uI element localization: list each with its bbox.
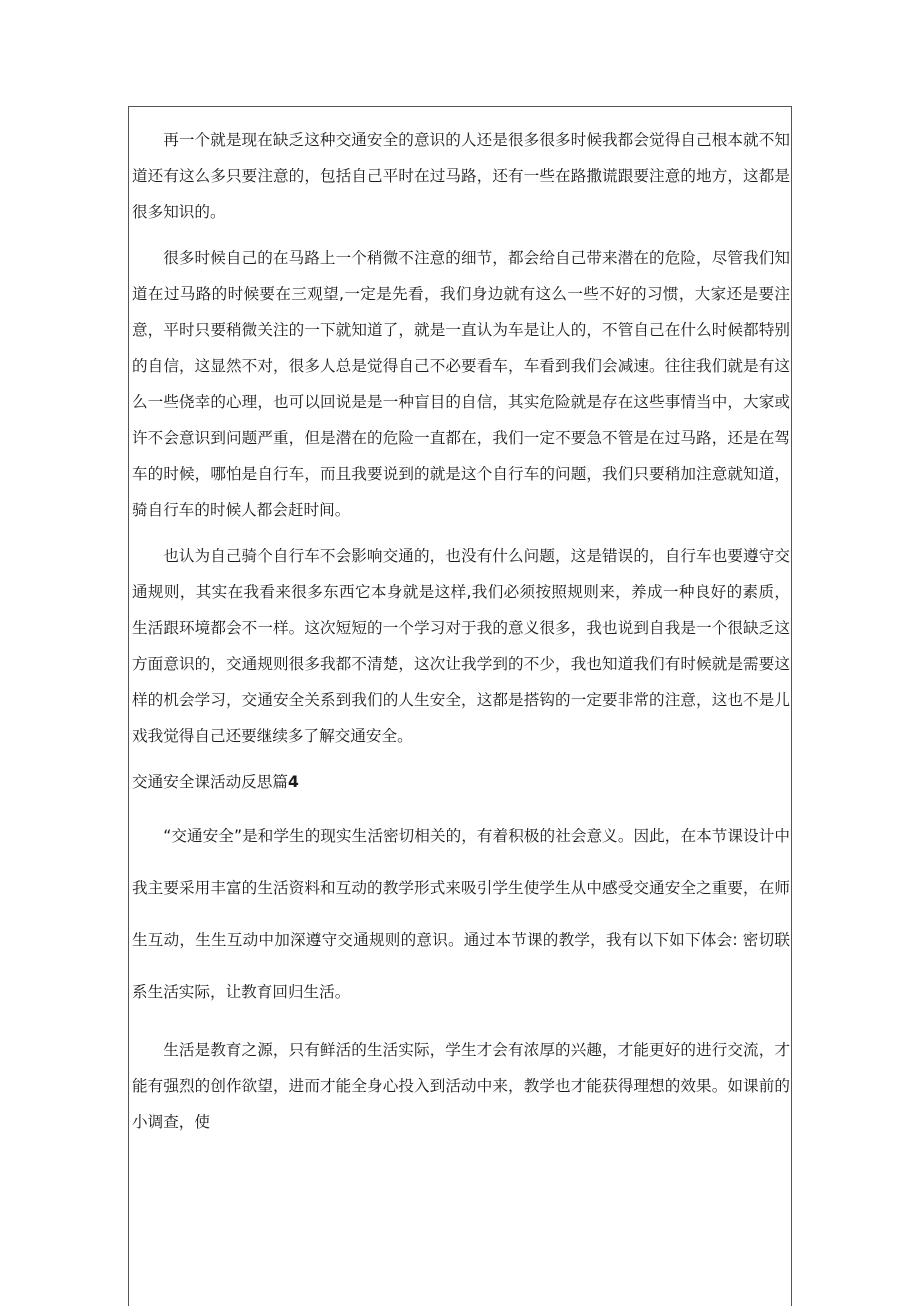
document-body — [132, 122, 790, 1140]
paragraph-5: 生活是教育之源，只有鲜活的生活实际，学生才会有浓厚的兴趣，才能更好的进行交流，才能有强烈的创作欲望，进而才能全身心投入到活动中来，教学也才能获得理想的效果。如课前的小调查，使 — [132, 1041, 790, 1131]
section-heading-number: 4 — [287, 773, 299, 791]
paragraph-2: 很多时候自己的在马路上一个稍微不注意的细节，都会给自己带来潜在的危险，尽管我们知道在过马路的时候要在三观望,一定是先看，我们身边就有这么一些不好的习惯，大家还是要注意，平时只要稍微关注的一下就知道了，就是一直认为车是让人的，不管自己在什么时候都特别的自信，这显然不对，很多人总是觉得自己不必要看车，车看到我们会减速。往往我们就是有这么一些侥幸的心理，也可以回说是是一种盲目的自信，其实危险就是存在这些事情当中，大家或许不会意识到问题严重，但是潜在的危险一直都在，我们一定不要急不管是在过马路，还是在驾车的时候，哪怕是自行车，而且我要说到的就是这个自行车的问题，我们只要稍加注意就知道，骑自行车的时候人都会赶时间。 — [132, 249, 790, 519]
paragraph-4: “交通安全”是和学生的现实生活密切相关的，有着积极的社会意义。因此，在本节课设计中我主要采用丰富的生活资料和互动的教学形式来吸引学生使学生从中感受交通安全之重要，在师生互动，生生互动中加深遵守交通规则的意识。通过本节课的教学，我有以下如下体会: 密切联系生活实际，让教育回归生活。 — [132, 827, 790, 1001]
section-heading — [132, 764, 790, 800]
paragraph-3: 也认为自己骑个自行车不会影响交通的，也没有什么问题，这是错误的，自行车也要遵守交通规则，其实在我看来很多东西它本身就是这样,我们必须按照规则来，养成一种良好的素质，生活跟环境都会不一样。这次短短的一个学习对于我的意义很多，我也说到自我是一个很缺乏这方面意识的，交通规则很多我都不清楚，这次让我学到的不少，我也知道我们有时候就是需要这样的机会学习，交通安全关系到我们的人生安全，这都是搭钩的一定要非常的注意，这也不是儿戏我觉得自己还要继续多了解交通安全。 — [132, 547, 790, 745]
section-heading-text: 交通安全课活动反思篇 — [132, 773, 288, 791]
paragraph-1: 再一个就是现在缺乏这种交通安全的意识的人还是很多很多时候我都会觉得自己根本就不知道还有这么多只要注意的，包括自己平时在过马路，还有一些在路撒谎跟要注意的地方，这都是很多知识的。 — [132, 131, 790, 221]
